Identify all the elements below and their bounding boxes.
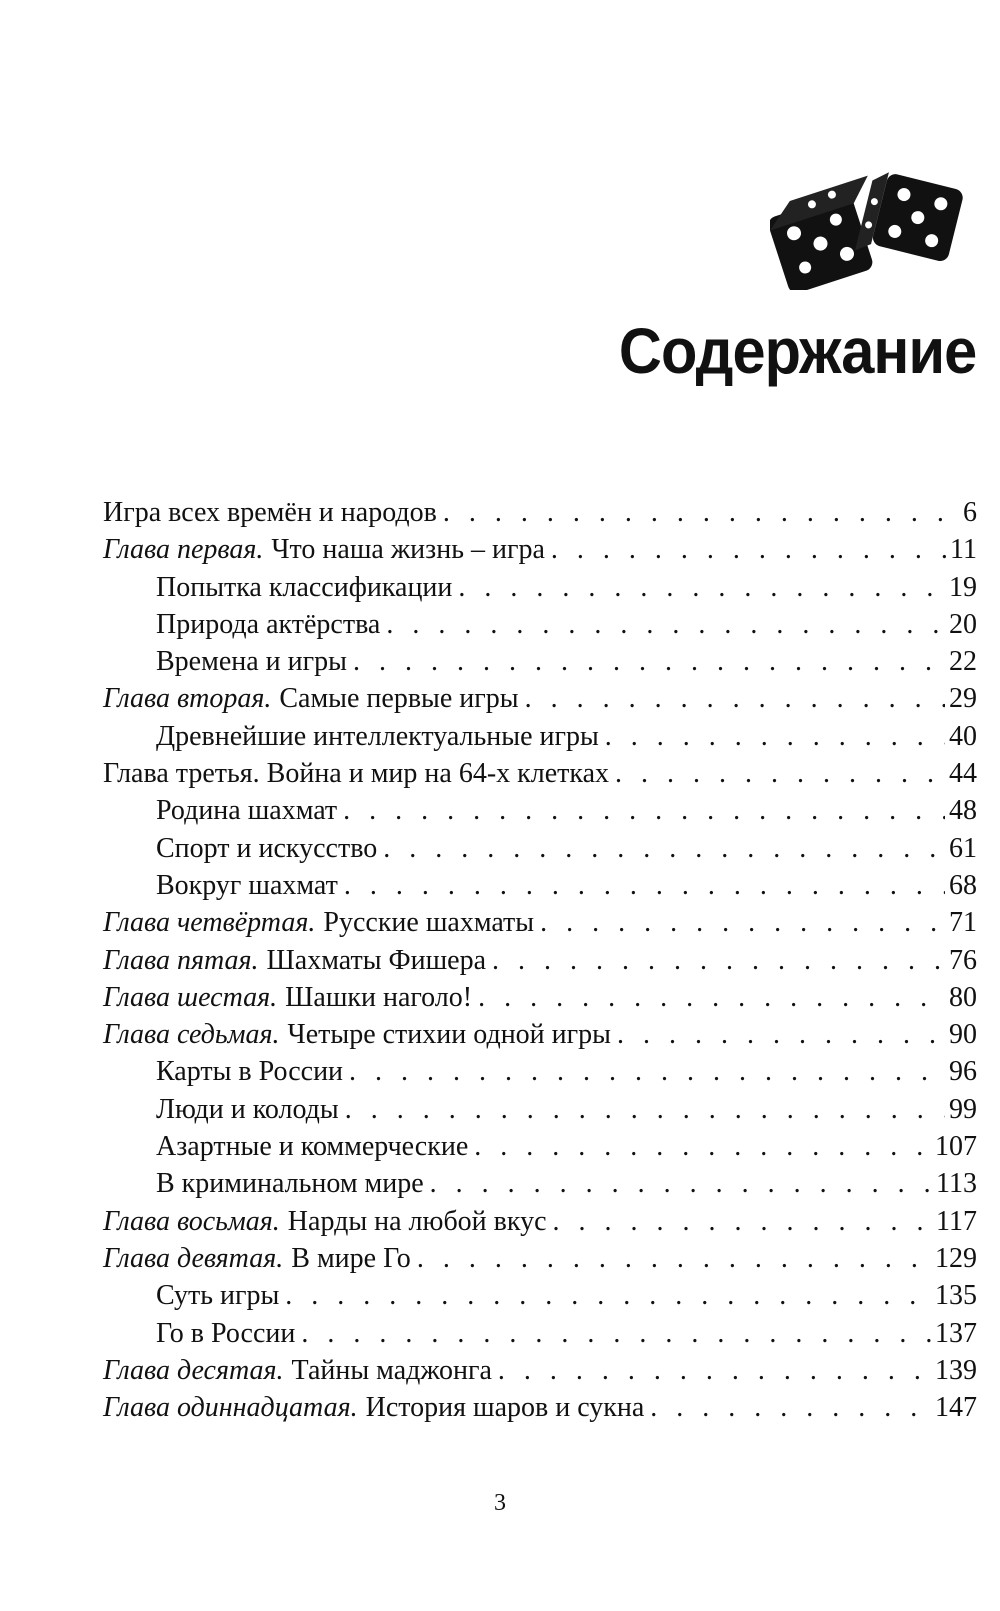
toc-leader-dots bbox=[345, 1091, 945, 1128]
toc-entry-title: Шашки наголо! bbox=[285, 981, 473, 1013]
toc-leader-dots bbox=[343, 792, 945, 829]
toc-page-number: 6 bbox=[963, 497, 977, 528]
table-of-contents bbox=[103, 494, 977, 1426]
toc-page-number: 80 bbox=[949, 981, 977, 1013]
toc-page-number: 139 bbox=[935, 1354, 977, 1386]
toc-entry bbox=[103, 792, 977, 829]
toc-entry-title: Древнейшие интеллектуальные игры bbox=[156, 720, 599, 752]
toc-page-number: 29 bbox=[949, 683, 977, 715]
toc-leader-dots bbox=[301, 1315, 931, 1352]
toc-page-number: 117 bbox=[936, 1205, 977, 1237]
toc-entry-title: Родина шахмат bbox=[156, 795, 338, 827]
toc-entry bbox=[103, 643, 977, 680]
toc-page-number: 19 bbox=[949, 571, 977, 603]
toc-chapter-label: Глава седьмая. bbox=[103, 1019, 280, 1051]
toc-entry bbox=[103, 531, 977, 568]
toc-entry bbox=[103, 1315, 977, 1352]
toc-leader-dots bbox=[349, 1053, 945, 1090]
toc-entry-title: Нарды на любой вкус bbox=[287, 1205, 547, 1237]
toc-leader-dots bbox=[498, 1352, 931, 1389]
toc-entry-title: Что наша жизнь – игра bbox=[271, 534, 545, 566]
toc-entry bbox=[103, 1016, 977, 1053]
toc-entry-title: Времена и игры bbox=[156, 646, 347, 678]
toc-chapter-label: Глава четвёртая. bbox=[103, 907, 316, 939]
toc-entry bbox=[103, 1128, 977, 1165]
toc-chapter-label: Глава пятая. bbox=[103, 944, 259, 976]
toc-entry bbox=[103, 1053, 977, 1090]
toc-page-number: 137 bbox=[935, 1317, 977, 1349]
toc-entry-title: Четыре стихии одной игры bbox=[287, 1019, 611, 1051]
toc-leader-dots bbox=[553, 1203, 933, 1240]
toc-leader-dots bbox=[458, 569, 945, 606]
toc-entry bbox=[103, 494, 977, 531]
toc-page-number: 48 bbox=[949, 795, 977, 827]
toc-page-number: 99 bbox=[949, 1093, 977, 1125]
toc-entry bbox=[103, 1277, 977, 1314]
toc-page-number: 76 bbox=[949, 944, 977, 976]
toc-entry bbox=[103, 755, 977, 792]
toc-entry bbox=[103, 1352, 977, 1389]
toc-leader-dots bbox=[417, 1240, 931, 1277]
toc-entry-title: Глава третья. Война и мир на 64-х клетках bbox=[103, 758, 609, 790]
toc-entry bbox=[103, 569, 977, 606]
toc-page-number: 20 bbox=[949, 608, 977, 640]
toc-entry bbox=[103, 680, 977, 717]
toc-entry-title: Карты в России bbox=[156, 1056, 344, 1088]
page-title: Содержание bbox=[618, 315, 976, 387]
toc-leader-dots bbox=[430, 1165, 932, 1202]
toc-entry bbox=[103, 1240, 977, 1277]
toc-page-number: 44 bbox=[949, 758, 977, 790]
toc-chapter-label: Глава десятая. bbox=[103, 1354, 284, 1386]
toc-leader-dots bbox=[344, 867, 945, 904]
toc-entry bbox=[103, 904, 977, 941]
toc-leader-dots bbox=[353, 643, 945, 680]
toc-page-number: 22 bbox=[949, 646, 977, 678]
toc-entry bbox=[103, 1165, 977, 1202]
page-number: 3 bbox=[494, 1490, 506, 1516]
toc-entry bbox=[103, 606, 977, 643]
toc-entry bbox=[103, 867, 977, 904]
toc-page-number: 96 bbox=[949, 1056, 977, 1088]
toc-chapter-label: Глава шестая. bbox=[103, 981, 278, 1013]
toc-page-number: 147 bbox=[935, 1392, 977, 1424]
toc-entry-title: Шахматы Фишера bbox=[266, 944, 487, 976]
toc-entry-title: Суть игры bbox=[156, 1280, 280, 1312]
toc-leader-dots bbox=[383, 830, 945, 867]
toc-chapter-label: Глава одиннадцатая. bbox=[103, 1392, 358, 1424]
toc-leader-dots bbox=[492, 942, 945, 979]
toc-page-number: 129 bbox=[935, 1242, 977, 1274]
toc-entry-title: История шаров и сукна bbox=[365, 1392, 645, 1424]
toc-page-number: 11 bbox=[950, 534, 977, 566]
toc-entry-title: Люди и колоды bbox=[156, 1093, 339, 1125]
toc-page-number: 113 bbox=[936, 1168, 977, 1200]
toc-entry-title: Го в России bbox=[156, 1317, 296, 1349]
toc-entry-title: Тайны маджонга bbox=[291, 1354, 492, 1386]
toc-chapter-label: Глава вторая. bbox=[103, 683, 272, 715]
toc-entry bbox=[103, 830, 977, 867]
toc-entry bbox=[103, 1389, 977, 1426]
toc-leader-dots bbox=[650, 1389, 931, 1426]
dice-icon bbox=[770, 165, 970, 290]
toc-leader-dots bbox=[443, 494, 959, 531]
toc-entry-title: Русские шахматы bbox=[323, 907, 535, 939]
toc-entry bbox=[103, 979, 977, 1016]
toc-leader-dots bbox=[525, 680, 945, 717]
toc-page-number: 71 bbox=[949, 907, 977, 939]
toc-entry bbox=[103, 718, 977, 755]
toc-entry-title: Азартные и коммерческие bbox=[156, 1131, 469, 1163]
toc-leader-dots bbox=[617, 1016, 945, 1053]
toc-leader-dots bbox=[478, 979, 945, 1016]
toc-entry bbox=[103, 1091, 977, 1128]
toc-leader-dots bbox=[615, 755, 945, 792]
toc-page-number: 90 bbox=[949, 1019, 977, 1051]
toc-chapter-label: Глава первая. bbox=[103, 534, 264, 566]
toc-entry-title: В мире Го bbox=[291, 1242, 411, 1274]
toc-leader-dots bbox=[285, 1277, 931, 1314]
toc-leader-dots bbox=[474, 1128, 931, 1165]
toc-leader-dots bbox=[605, 718, 945, 755]
toc-leader-dots bbox=[551, 531, 946, 568]
toc-entry bbox=[103, 1203, 977, 1240]
toc-page-number: 68 bbox=[949, 869, 977, 901]
toc-entry-title: Вокруг шахмат bbox=[156, 869, 338, 901]
toc-leader-dots bbox=[386, 606, 945, 643]
toc-entry-title: Самые первые игры bbox=[279, 683, 519, 715]
toc-entry-title: Природа актёрства bbox=[156, 608, 381, 640]
toc-page-number: 107 bbox=[935, 1131, 977, 1163]
toc-page-number: 40 bbox=[949, 720, 977, 752]
toc-page-number: 135 bbox=[935, 1280, 977, 1312]
toc-chapter-label: Глава девятая. bbox=[103, 1242, 284, 1274]
toc-leader-dots bbox=[540, 904, 945, 941]
toc-entry bbox=[103, 942, 977, 979]
toc-page-number: 61 bbox=[949, 832, 977, 864]
toc-entry-title: Игра всех времён и народов bbox=[103, 497, 437, 528]
toc-entry-title: В криминальном мире bbox=[156, 1168, 424, 1200]
toc-entry-title: Попытка классификации bbox=[156, 571, 453, 603]
toc-chapter-label: Глава восьмая. bbox=[103, 1205, 280, 1237]
toc-entry-title: Спорт и искусство bbox=[156, 832, 378, 864]
